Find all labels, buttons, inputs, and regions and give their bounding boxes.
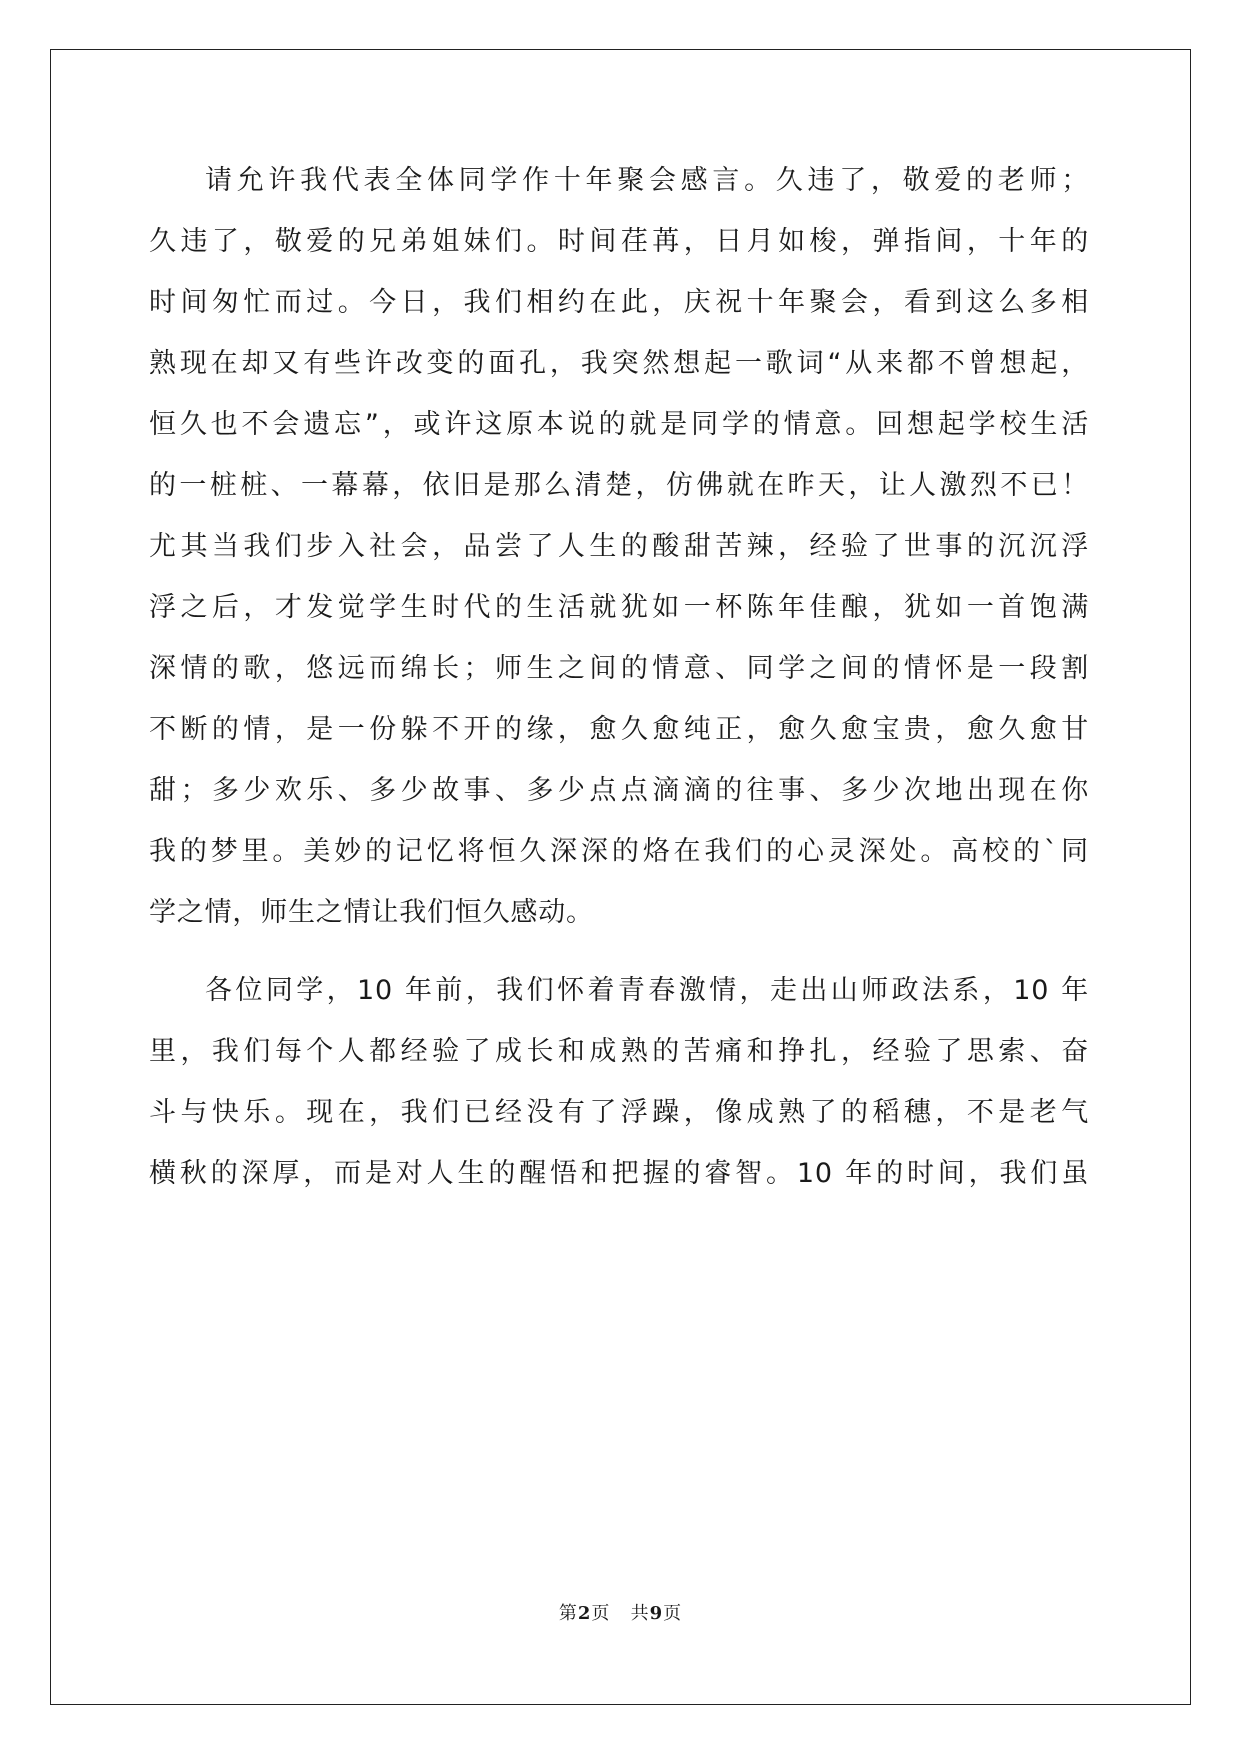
text-line: 久违了，敬爱的兄弟姐妹们。时间荏苒，日月如梭，弹指间，十年的 bbox=[149, 226, 1089, 257]
footer-suffix: 页 bbox=[663, 1603, 683, 1624]
current-page-number: 2 bbox=[577, 1603, 592, 1624]
text-line: 的一桩桩、一幕幕，依旧是那么清楚，仿佛就在昨天，让人激烈不已！ bbox=[149, 470, 1089, 501]
text-line: 不断的情，是一份躲不开的缘，愈久愈纯正，愈久愈宝贵，愈久愈甘 bbox=[149, 714, 1089, 745]
document-body bbox=[149, 150, 1089, 1204]
text-line: 请允许我代表全体同学作十年聚会感言。久违了，敬爱的老师； bbox=[205, 165, 1089, 196]
text-line: 熟现在却又有些许改变的面孔，我突然想起一歌词“从来都不曾想起， bbox=[149, 348, 1089, 379]
text-line: 深情的歌，悠远而绵长；师生之间的情意、同学之间的情怀是一段割 bbox=[149, 653, 1089, 684]
text-line: 学之情，师生之情让我们恒久感动。 bbox=[149, 897, 594, 928]
footer-middle: 页 共 bbox=[591, 1603, 650, 1624]
text-line: 浮之后，才发觉学生时代的生活就犹如一杯陈年佳酿，犹如一首饱满 bbox=[149, 592, 1089, 623]
page-footer bbox=[0, 1599, 1241, 1625]
footer-prefix: 第 bbox=[558, 1603, 578, 1624]
paragraph-2 bbox=[149, 960, 1089, 1204]
text-line: 我的梦里。美妙的记忆将恒久深深的烙在我们的心灵深处。高校的`同 bbox=[149, 836, 1089, 867]
text-line: 尤其当我们步入社会，品尝了人生的酸甜苦辣，经验了世事的沉沉浮 bbox=[149, 531, 1089, 562]
paragraph-1 bbox=[149, 150, 1089, 943]
total-pages-number: 9 bbox=[649, 1603, 664, 1624]
text-line: 各位同学，10 年前，我们怀着青春激情，走出山师政法系，10 年 bbox=[205, 975, 1089, 1006]
text-line: 时间匆忙而过。今日，我们相约在此，庆祝十年聚会，看到这么多相 bbox=[149, 287, 1089, 318]
text-line: 里，我们每个人都经验了成长和成熟的苦痛和挣扎，经验了思索、奋 bbox=[149, 1036, 1089, 1067]
text-line: 甜；多少欢乐、多少故事、多少点点滴滴的往事、多少次地出现在你 bbox=[149, 775, 1089, 806]
text-line: 斗与快乐。现在，我们已经没有了浮躁，像成熟了的稻穗，不是老气 bbox=[149, 1097, 1089, 1128]
text-line: 恒久也不会遗忘”，或许这原本说的就是同学的情意。回想起学校生活 bbox=[149, 409, 1089, 440]
text-line: 横秋的深厚，而是对人生的醒悟和把握的睿智。10 年的时间，我们虽 bbox=[149, 1158, 1089, 1189]
